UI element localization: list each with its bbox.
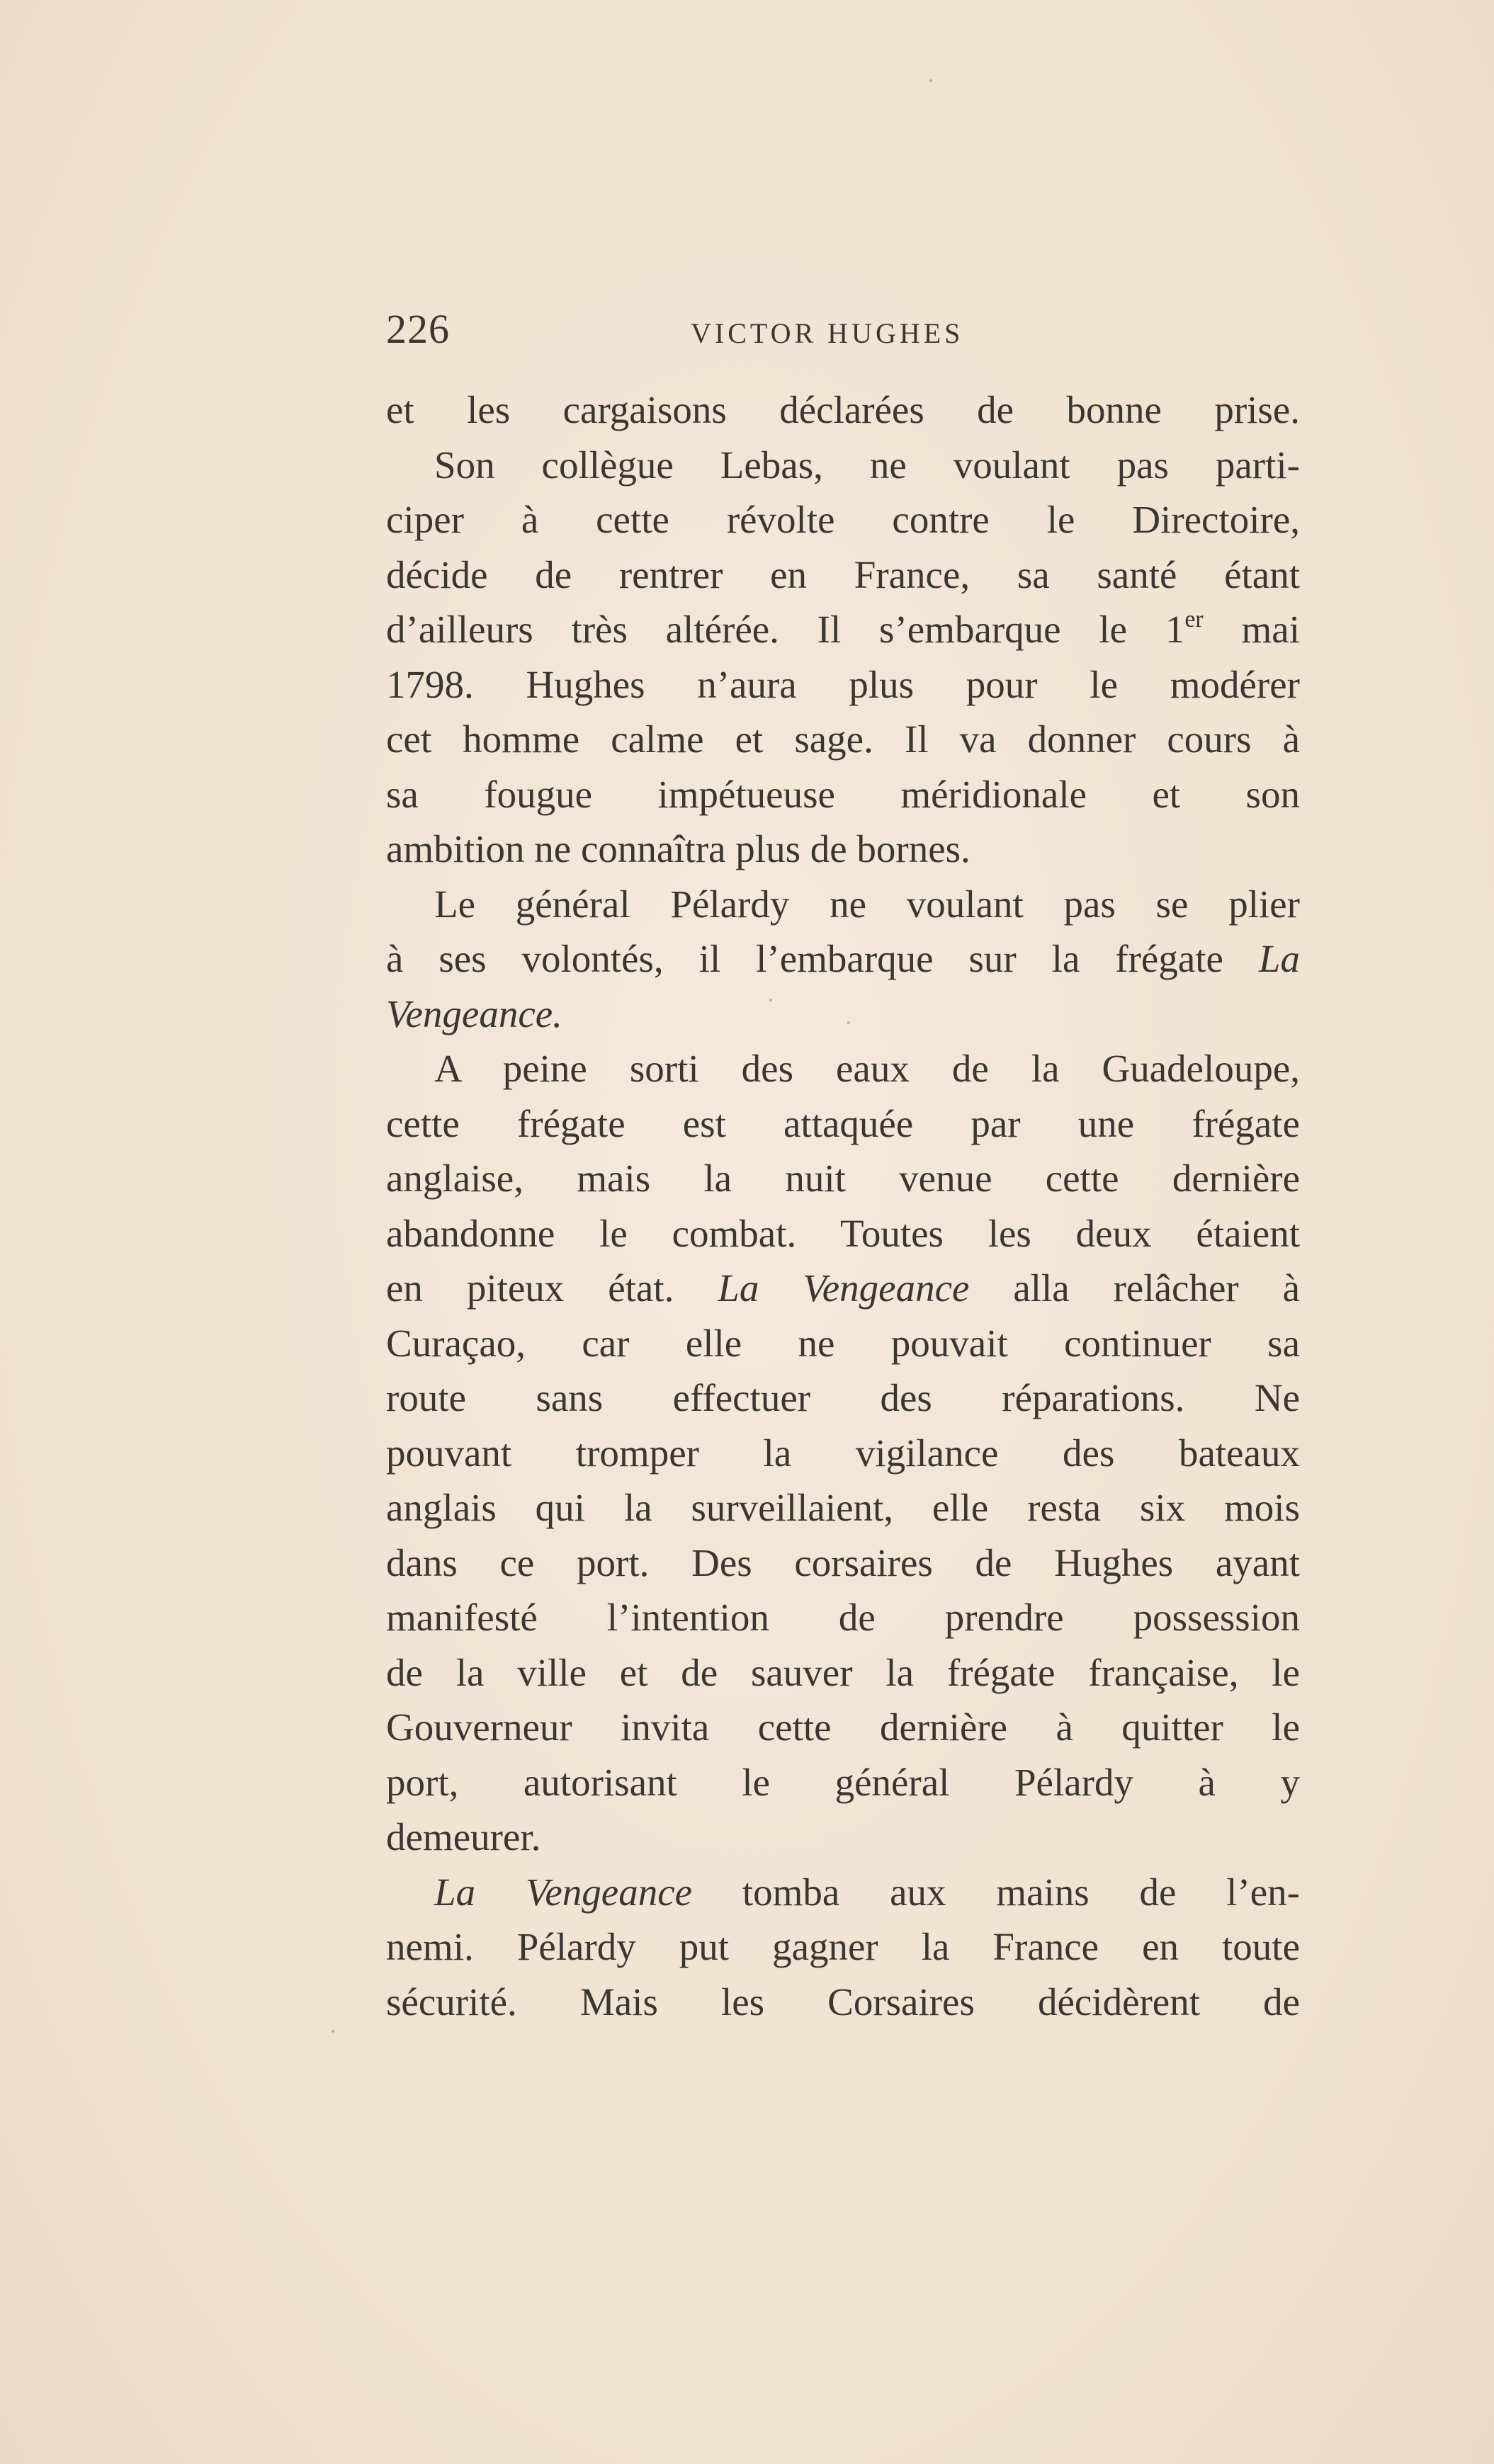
text-line-with-title: [386, 1261, 1300, 1316]
text-line: route sans effectuer des réparations. Ne: [386, 1376, 1300, 1419]
text-line: Le général Pélardy ne voulant pas se plier: [434, 882, 1300, 926]
paragraph-5: [386, 1865, 1300, 2030]
paper-speck: [332, 2030, 334, 2033]
paper-speck: [769, 999, 772, 1001]
text-line: 1798. Hughes n’aura plus pour le modérer: [386, 662, 1300, 706]
italic-title: Vengeance.: [386, 992, 562, 1035]
text-line: anglaise, mais la nuit venue cette dernière: [386, 1157, 1300, 1200]
text-line: demeurer.: [386, 1815, 541, 1858]
page-header: [386, 301, 1300, 358]
text-line: ambition ne connaîtra plus de bornes.: [386, 827, 970, 870]
italic-title: La: [1258, 937, 1300, 980]
running-head: VICTOR HUGHES: [691, 317, 964, 349]
text-segment: d’ailleurs très altérée. Il s’embarque le: [386, 608, 1165, 651]
paragraph-4: [386, 1041, 1300, 1865]
text-line-with-title: [386, 931, 1300, 987]
text-line: [386, 987, 1300, 1042]
date-day: 1: [1165, 608, 1185, 651]
paper-speck: [929, 79, 932, 82]
italic-title: La Vengeance: [718, 1266, 970, 1310]
body-text: [386, 382, 1300, 2029]
text-line: anglais qui la surveillaient, elle resta six mois: [386, 1486, 1300, 1529]
text-line: Gouverneur invita cette dernière à quitter le: [386, 1705, 1300, 1749]
text-line-with-date: [386, 602, 1300, 657]
text-line: Curaçao, car elle ne pouvait continuer sa: [386, 1321, 1300, 1365]
paragraph-1: [386, 382, 1300, 438]
text-line: abandonne le combat. Toutes les deux étaient: [386, 1211, 1300, 1255]
text-segment: à ses volontés, il l’embarque sur la frégate: [386, 937, 1259, 980]
paper-speck: [847, 1021, 850, 1024]
text-line: Son collègue Lebas, ne voulant pas parti-: [434, 443, 1300, 487]
text-segment: tomba aux mains de l’en-: [692, 1870, 1300, 1914]
text-line: cette frégate est attaquée par une frégate: [386, 1101, 1300, 1145]
text-line: décide de rentrer en France, sa santé étant: [386, 552, 1300, 596]
text-line: cet homme calme et sage. Il va donner cours à: [386, 717, 1300, 761]
text-line: A peine sorti des eaux de la Guadeloupe,: [434, 1047, 1300, 1090]
text-line: ciper à cette révolte contre le Directoire,: [386, 498, 1300, 541]
text-line: et les cargaisons déclarées de bonne prise.: [386, 388, 1300, 431]
paragraph-2: [386, 438, 1300, 877]
text-line: port, autorisant le général Pélardy à y: [386, 1760, 1300, 1804]
page-number: 226: [386, 306, 450, 352]
text-line-with-title: [386, 1865, 1300, 1920]
text-segment: en piteux état.: [386, 1266, 718, 1310]
text-line: sa fougue impétueuse méridionale et son: [386, 772, 1300, 816]
paragraph-3: [386, 877, 1300, 1042]
date-superscript: er: [1184, 606, 1204, 632]
text-line: nemi. Pélardy put gagner la France en toute: [386, 1925, 1300, 1968]
text-line: de la ville et de sauver la frégate française, le: [386, 1650, 1300, 1694]
text-line: pouvant tromper la vigilance des bateaux: [386, 1431, 1300, 1475]
text-line: sécurité. Mais les Corsaires décidèrent de: [386, 1980, 1300, 2023]
italic-title: La Vengeance: [434, 1870, 693, 1914]
text-line: dans ce port. Des corsaires de Hughes ayant: [386, 1540, 1300, 1584]
text-segment: alla relâcher à: [969, 1266, 1300, 1310]
text-line: manifesté l’intention de prendre possession: [386, 1596, 1300, 1639]
date-month: mai: [1203, 608, 1300, 651]
